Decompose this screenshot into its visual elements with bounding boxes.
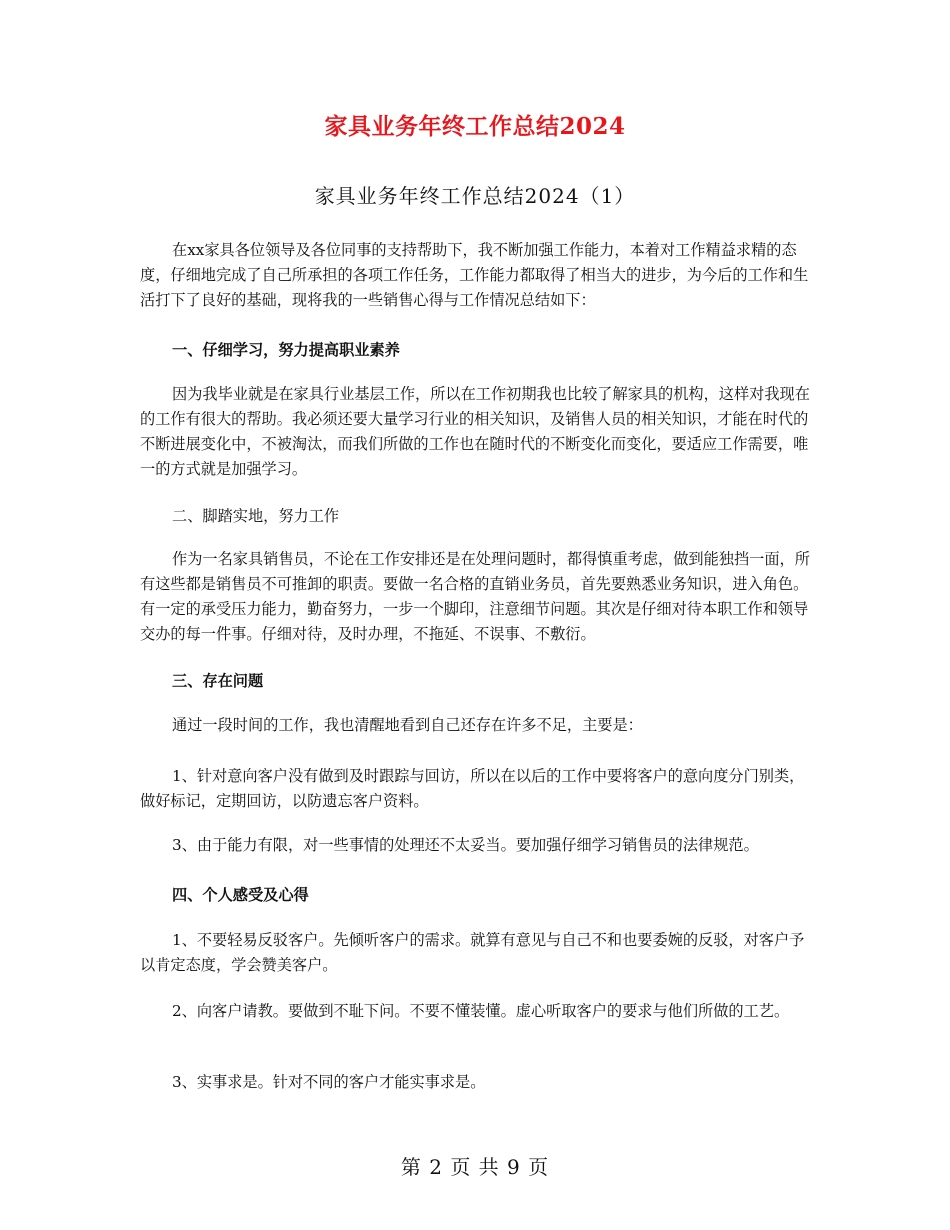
section-3-intro: 通过一段时间的工作，我也清醒地看到自己还存在许多不足，主要是： <box>172 716 643 734</box>
page-number-footer: 第 2 页 共 9 页 <box>400 1155 550 1179</box>
document-subtitle: 家具业务年终工作总结2024（1） <box>314 184 636 208</box>
section-4-item-1: 1、不要轻易反驳客户。先倾听客户的需求。就算有意见与自己不和也要委婉的反驳，对客户予以肯定态度，学会赞美客户。 <box>140 931 805 974</box>
intro-paragraph: 在xx家具各位领导及各位同事的支持帮助下，我不断加强工作能力，本着对工作精益求精的态度，仔细地完成了自己所承担的各项工作任务，工作能力都取得了相当大的进步，为今后的工作和生活打下了良好的基础，现将我的一些销售心得与工作情况总结如下： <box>140 241 809 309</box>
section-1-heading: 一、仔细学习，努力提高职业素养 <box>172 341 400 359</box>
section-2-paragraph: 作为一名家具销售员，不论在工作安排还是在处理问题时，都得慎重考虑，做到能独挡一面，所有这些都是销售员不可推卸的职责。要做一名合格的直销业务员，首先要熟悉业务知识，进入角色。有一定的承受压力能力，勤奋努力，一步一个脚印，注意细节问题。其次是仔细对待本职工作和领导交办的每一件事。仔细对待，及时办理，不拖延、不误事、不敷衍。 <box>140 550 810 643</box>
section-2-heading: 二、脚踏实地，努力工作 <box>172 507 340 525</box>
section-3-item-1: 1、针对意向客户没有做到及时跟踪与回访，所以在以后的工作中要将客户的意向度分门别类，做好标记，定期回访，以防遗忘客户资料。 <box>140 767 805 810</box>
section-4-item-2: 2、向客户请教。要做到不耻下问。不要不懂装懂。虚心听取客户的要求与他们所做的工艺。 <box>172 1002 790 1020</box>
section-4-item-3: 3、实事求是。针对不同的客户才能实事求是。 <box>172 1073 486 1091</box>
section-4-heading: 四、个人感受及心得 <box>172 886 309 904</box>
section-3-heading: 三、存在问题 <box>172 672 264 690</box>
section-3-item-3: 3、由于能力有限，对一些事情的处理还不太妥当。要加强仔细学习销售员的法律规范。 <box>172 836 759 854</box>
section-1-paragraph: 因为我毕业就是在家具行业基层工作，所以在工作初期我也比较了解家具的机构，这样对我现在的工作有很大的帮助。我必须还要大量学习行业的相关知识，及销售人员的相关知识，才能在时代的不断进展变化中，不被淘汰，而我们所做的工作也在随时代的不断变化而变化，要适应工作需要，唯一的方式就是加强学习。 <box>140 385 810 478</box>
document-title: 家具业务年终工作总结2024 <box>324 113 626 140</box>
